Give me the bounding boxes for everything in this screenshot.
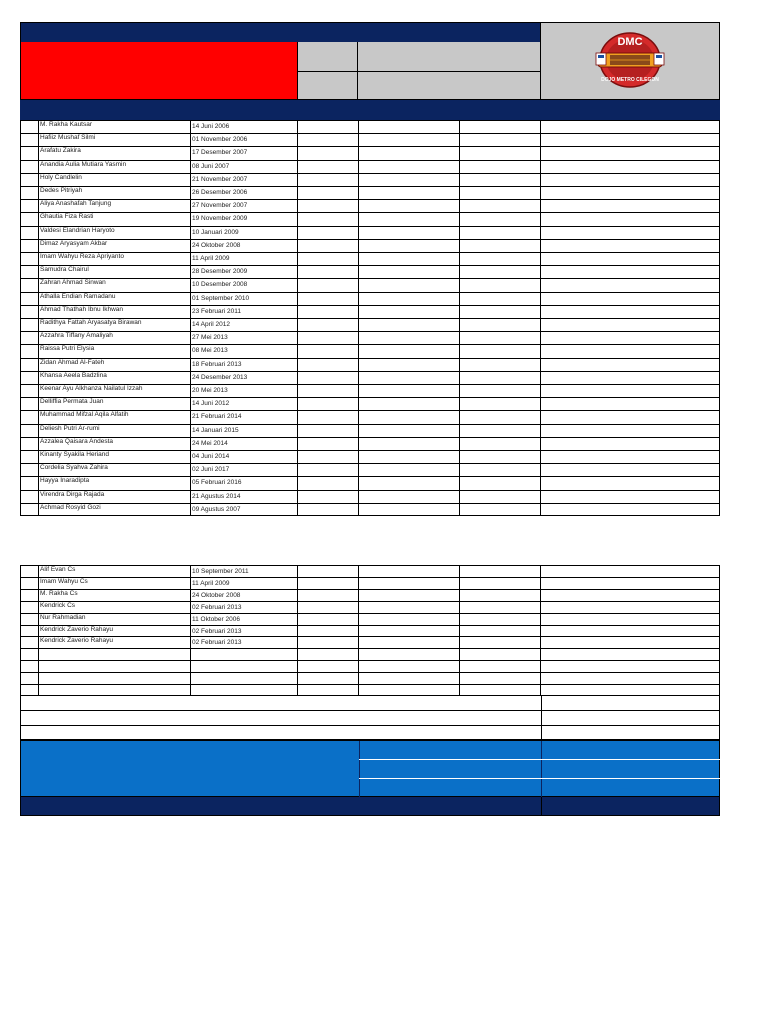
row-name: Valdesi Elandrian Haryoto <box>40 226 115 234</box>
table-row <box>20 278 720 291</box>
footer-blue-block <box>20 740 720 797</box>
row-name: Khansa Aeela Badzlina <box>40 371 107 379</box>
table-row <box>20 437 720 450</box>
table-row <box>20 476 720 489</box>
row-name: Samudra Chairul <box>40 266 89 274</box>
row-name: Cordelia Syahva Zahira <box>40 464 108 472</box>
row-date: 05 Februari 2016 <box>192 479 242 487</box>
table-row <box>20 613 720 625</box>
row-date: 28 Desember 2009 <box>192 268 248 276</box>
table-row <box>20 503 720 516</box>
table-row <box>20 577 720 589</box>
row-date: 24 Oktober 2008 <box>192 591 241 599</box>
footer-navy-bar <box>20 797 720 816</box>
summary-rows <box>20 696 720 740</box>
row-name: Kinanty Syakila Heriand <box>40 451 110 458</box>
row-date: 11 Oktober 2006 <box>192 615 240 623</box>
row-date: 01 November 2006 <box>192 136 248 144</box>
row-name: Alif Evan Cs <box>40 566 76 573</box>
row-name: Athalla Endian Ramadanu <box>40 292 116 300</box>
table-row <box>20 384 720 397</box>
row-name: Raissa Putri Elysia <box>40 345 95 353</box>
dmc-logo <box>588 29 672 91</box>
row-name: Kendrick Zaverio Rahayu <box>40 637 113 645</box>
table-row <box>20 212 720 225</box>
logo-text: DMC <box>617 36 643 48</box>
row-date: 21 Februari 2014 <box>192 413 242 421</box>
row-date: 14 Juni 2006 <box>192 123 230 130</box>
table-row <box>20 450 720 463</box>
table-row <box>20 305 720 318</box>
table-row <box>20 292 720 305</box>
row-name: Anandia Aulia Mutiara Yasmin <box>40 160 127 168</box>
table-row <box>20 672 720 684</box>
table-row <box>20 252 720 265</box>
row-date: 10 Januari 2009 <box>192 228 239 236</box>
row-date: 01 September 2010 <box>192 294 250 302</box>
row-date: 11 April 2009 <box>192 579 230 587</box>
row-name: Zahran Ahmad Sinwan <box>40 279 106 287</box>
row-name: Keenar Ayu Alkhanza Nailatul Izzah <box>40 385 143 392</box>
row-date: 14 Juni 2012 <box>192 400 230 408</box>
table-row <box>20 199 720 212</box>
table-row <box>20 358 720 371</box>
row-name: Radithya Fattah Aryasatya Birawan <box>40 319 142 326</box>
table-row <box>20 410 720 423</box>
table-row <box>20 463 720 476</box>
row-date: 20 Mei 2013 <box>192 387 228 394</box>
row-name: Dedes Pitriyah <box>40 187 83 194</box>
table-row <box>20 186 720 199</box>
logo-ring-text: DOJO METRO CILEGON <box>601 77 659 83</box>
row-name: Imam Wahyu Cs <box>40 577 88 585</box>
table-row <box>20 490 720 503</box>
row-name: Delliffia Permata Juan <box>40 398 104 406</box>
row-name: Imam Wahyu Reza Apriyanto <box>40 253 124 260</box>
row-date: 18 Februari 2013 <box>192 360 242 368</box>
table-row <box>20 601 720 613</box>
row-name: Virendra Dirga Rajada <box>40 490 105 498</box>
table2 <box>20 565 720 696</box>
row-date: 23 Februari 2011 <box>192 307 242 315</box>
row-date: 21 Agustus 2014 <box>192 492 241 500</box>
row-date: 14 Januari 2015 <box>192 426 239 434</box>
row-date: 04 Juni 2014 <box>192 453 230 460</box>
row-date: 02 Februari 2013 <box>192 627 242 635</box>
table-row <box>20 226 720 239</box>
row-date: 27 Mei 2013 <box>192 334 228 342</box>
row-name: Arafatu Zakira <box>40 147 81 155</box>
row-date: 08 Juni 2007 <box>192 162 230 170</box>
row-name: Azzalea Qaisara Andesta <box>40 437 113 445</box>
row-name: Hafiiz Mushaf Silmi <box>40 134 96 142</box>
row-date: 24 Oktober 2008 <box>192 241 241 249</box>
row-name: Nur Rahmadian <box>40 613 86 621</box>
row-date: 17 Desember 2007 <box>192 149 248 157</box>
row-date: 21 November 2007 <box>192 175 248 183</box>
row-date: 11 April 2009 <box>192 255 230 262</box>
row-name: Dimaz Aryasyam Akbar <box>40 239 108 247</box>
table-row <box>20 344 720 357</box>
row-date: 19 November 2009 <box>192 215 248 223</box>
table-row <box>20 424 720 437</box>
row-date: 27 November 2007 <box>192 202 248 210</box>
table-row <box>20 318 720 331</box>
row-name: Kendrick Cs <box>40 601 76 609</box>
row-date: 24 Mei 2014 <box>192 439 228 447</box>
row-date: 14 April 2012 <box>192 321 230 328</box>
row-name: Azzahra Tiffany Amaliyah <box>40 332 113 340</box>
table1 <box>20 120 720 516</box>
row-date: 10 September 2011 <box>192 568 249 575</box>
table-row <box>20 625 720 637</box>
table-row <box>20 397 720 410</box>
table1-header-row <box>20 100 720 120</box>
row-name: M. Rakha Kautsar <box>40 121 93 128</box>
row-date: 08 Mei 2013 <box>192 347 228 355</box>
table-row <box>20 331 720 344</box>
row-name: Hayya Inaradipta <box>40 477 90 485</box>
row-name: Aliya Anashafah Tanjung <box>40 200 112 208</box>
table-row <box>20 636 720 648</box>
row-date: 02 Februari 2013 <box>192 639 242 647</box>
row-name: Kendrick Zaverio Rahayu <box>40 625 113 633</box>
table-row <box>20 684 720 696</box>
table-row <box>20 265 720 278</box>
row-name: Muhammad Mifzal Aqila Alfatih <box>40 411 129 419</box>
row-date: 09 Agustus 2007 <box>192 505 241 513</box>
row-name: Deliesh Putri Ar-rumi <box>40 424 100 432</box>
row-date: 02 Juni 2017 <box>192 466 230 474</box>
table-row <box>20 173 720 186</box>
row-date: 02 Februari 2013 <box>192 603 242 611</box>
table-row <box>20 160 720 173</box>
row-name: Holy Candlelin <box>40 173 82 181</box>
table-row <box>20 648 720 660</box>
table-row <box>20 371 720 384</box>
table-row <box>20 565 720 577</box>
table-row <box>20 146 720 159</box>
row-name: M. Rakha Cs <box>40 589 78 597</box>
row-date: 10 Desember 2008 <box>192 281 248 289</box>
table-row <box>20 589 720 601</box>
row-name: Ahmad Thathah Ibnu Ikhwan <box>40 305 123 313</box>
table-row <box>20 133 720 146</box>
row-date: 24 Desember 2013 <box>192 373 248 381</box>
table-row <box>20 120 720 133</box>
row-name: Ghautia Fiza Rasti <box>40 213 94 221</box>
row-name: Zidan Ahmad Al-Fateh <box>40 358 105 366</box>
row-date: 26 Desember 2006 <box>192 189 248 196</box>
table-row <box>20 239 720 252</box>
table-row <box>20 660 720 672</box>
row-name: Achmad Rosyid Gozi <box>40 503 101 511</box>
